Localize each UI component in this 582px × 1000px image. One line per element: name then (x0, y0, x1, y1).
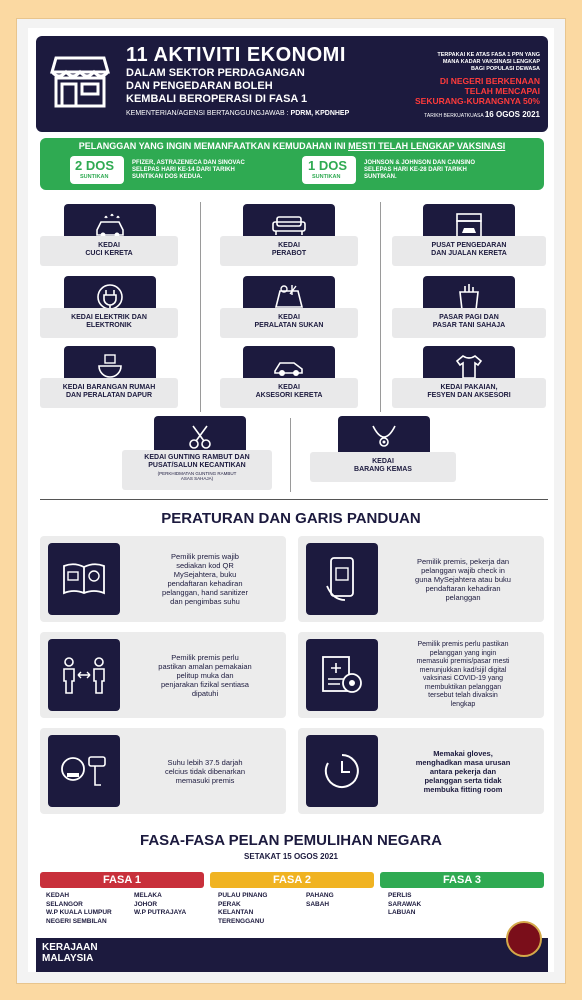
scissors-icon (185, 422, 215, 452)
book-icon (62, 562, 106, 596)
two-dose-description: PFIZER, ASTRAZENECA DAN SINOVAC SELEPAS HARI KE-14 DARI TARIKH SUNTIKAN DOS KEDUA. (132, 160, 245, 180)
rule-text: Pemilik premis wajib sediakan kod QR MySejahtera, buku pendaftaran kehadiran pelanggan, hand sanitizer dan pengimbas suhu (162, 552, 248, 606)
business-label-electrical: KEDAI ELEKTRIK DAN ELEKTRONIK (40, 308, 178, 338)
rule-icon-box (48, 543, 120, 615)
phase-note: TERPAKAI KE ATAS FASA 1 PPN YANG MANA KADAR VAKSINASI LENGKAP BAGI POPULASI DEWASA (437, 52, 540, 72)
page-subtitle: DALAM SEKTOR PERDAGANGAN DAN PENGEDARAN BOLEH KEMBALI BEROPERASI DI FASA 1 (126, 67, 308, 105)
phase-2-header: FASA 2 (210, 872, 374, 888)
rule-card (40, 536, 286, 622)
phase-3-header: FASA 3 (380, 872, 544, 888)
phase-1-states: KEDAH SELANGOR W.P KUALA LUMPUR NEGERI SEMBILAN (46, 892, 112, 925)
certificate-icon (320, 653, 364, 697)
phase-1-states: MELAKA JOHOR W.P PUTRAJAYA (134, 892, 187, 916)
sports-icon (272, 283, 306, 311)
phase-2-states: PAHANG SABAH (306, 892, 334, 908)
phase-1-header: FASA 1 (40, 872, 204, 888)
business-label-furniture: KEDAI PERABOT (220, 236, 358, 266)
footer-bar (36, 938, 548, 972)
sofa-icon (271, 214, 307, 236)
car-wash-icon (93, 212, 127, 238)
phase-3-states: PERLIS SARAWAK LABUAN (388, 892, 422, 916)
rule-icon-box (306, 735, 378, 807)
phases-subtitle: SETAKAT 15 OGOS 2021 (244, 852, 338, 861)
one-dose-description: JOHNSON & JOHNSON DAN CANSINO SELEPAS HARI KE-28 DARI TARIKH SUNTIKAN. (364, 160, 476, 180)
rule-icon-box (306, 639, 378, 711)
rule-icon-box (48, 735, 120, 807)
vaccination-banner (40, 138, 544, 190)
business-label-sports: KEDAI PERALATAN SUKAN (220, 308, 358, 338)
clock-icon (322, 751, 362, 791)
business-label-car-dealer: PUSAT PENGEDARAN DAN JUALAN KERETA (392, 236, 546, 266)
effective-date: TARIKH BERKUATKUASA 16 OGOS 2021 (424, 110, 540, 119)
column-divider (200, 202, 201, 412)
rule-text: Memakai gloves, menghadkan masa urusan antara pekerja dan pelanggan serta tidak membuka fitting room (415, 748, 511, 794)
rule-text: Pemilik premis perlu pastikan pelanggan yang ingin memasuki premis/pasar mesti menunjukkan kad/sijil digital vaksinasi COVID-19 yang membuktikan pelanggan tersebut telah divaksin lengkap (416, 641, 510, 708)
section-divider (40, 499, 548, 500)
rule-icon-box (306, 543, 378, 615)
agency-line: KEMENTERIAN/AGENSI BERTANGGUNGJAWAB : PDRM, KPDNHEP (126, 110, 350, 117)
shop-icon (50, 54, 110, 110)
thermometer-icon (59, 751, 109, 791)
phone-icon (325, 556, 359, 602)
government-seal-icon (506, 921, 542, 957)
phase-note-highlight: DI NEGERI BERKENAAN TELAH MENCAPAI SEKURANG-KURANGNYA 50% (414, 76, 540, 106)
column-divider (290, 418, 291, 492)
rule-text: Pemilik premis perlu pastikan amalan pemakaian pelitup muka dan penjarakan fizikal sentiasa dipatuhi (158, 652, 252, 698)
rule-text: Suhu lebih 37.5 darjah celcius tidak dibenarkan memasuki premis (164, 757, 246, 785)
vaccination-heading: PELANGGAN YANG INGIN MEMANFAATKAN KEMUDAHAN INI MESTI TELAH LENGKAP VAKSINASI (78, 141, 506, 151)
rules-title: PERATURAN DAN GARIS PANDUAN (161, 510, 421, 527)
phases-title: FASA-FASA PELAN PEMULIHAN NEGARA (140, 832, 442, 849)
rule-icon-box (48, 639, 120, 711)
rule-card (298, 728, 544, 814)
business-label-salon: KEDAI GUNTING RAMBUT DAN PUSAT/SALUN KECANTIKAN (PERKHIDMATAN GUNTING RAMBUT ASAS SAHAJA) (122, 450, 272, 490)
clothes-icon (454, 353, 484, 381)
one-dose-badge: 1 DOS SUNTIKAN (302, 156, 356, 184)
rule-card (298, 536, 544, 622)
column-divider (380, 202, 381, 412)
rule-card (298, 632, 544, 718)
footer-government-label: KERAJAAN MALAYSIA (42, 942, 98, 964)
business-label-clothing: KEDAI PAKAIAN, FESYEN DAN AKSESORI (392, 378, 546, 408)
business-label-car-wash: KEDAI CUCI KERETA (40, 236, 178, 266)
page-title: 11 AKTIVITI EKONOMI (126, 44, 346, 66)
business-label-household: KEDAI BARANGAN RUMAH DAN PERALATAN DAPUR (40, 378, 178, 408)
business-label-jewelry: KEDAI BARANG KEMAS (310, 452, 456, 482)
rule-card (40, 728, 286, 814)
rule-text: Pemilik premis, pekerja dan pelanggan wajib check in guna MySejahtera atau buku pendaftaran kehadiran pelanggan (415, 556, 511, 602)
car-dealer-icon (454, 211, 484, 239)
rule-card (40, 632, 286, 718)
distancing-icon (59, 655, 109, 695)
business-label-car-accessory: KEDAI AKSESORI KERETA (220, 378, 358, 408)
necklace-icon (369, 422, 399, 452)
two-dose-badge: 2 DOS SUNTIKAN (70, 156, 124, 184)
business-label-market: PASAR PAGI DAN PASAR TANI SAHAJA (392, 308, 546, 338)
phase-2-states: PULAU PINANG PERAK KELANTAN TERENGGANU (218, 892, 268, 925)
car-accessory-icon (272, 355, 306, 379)
